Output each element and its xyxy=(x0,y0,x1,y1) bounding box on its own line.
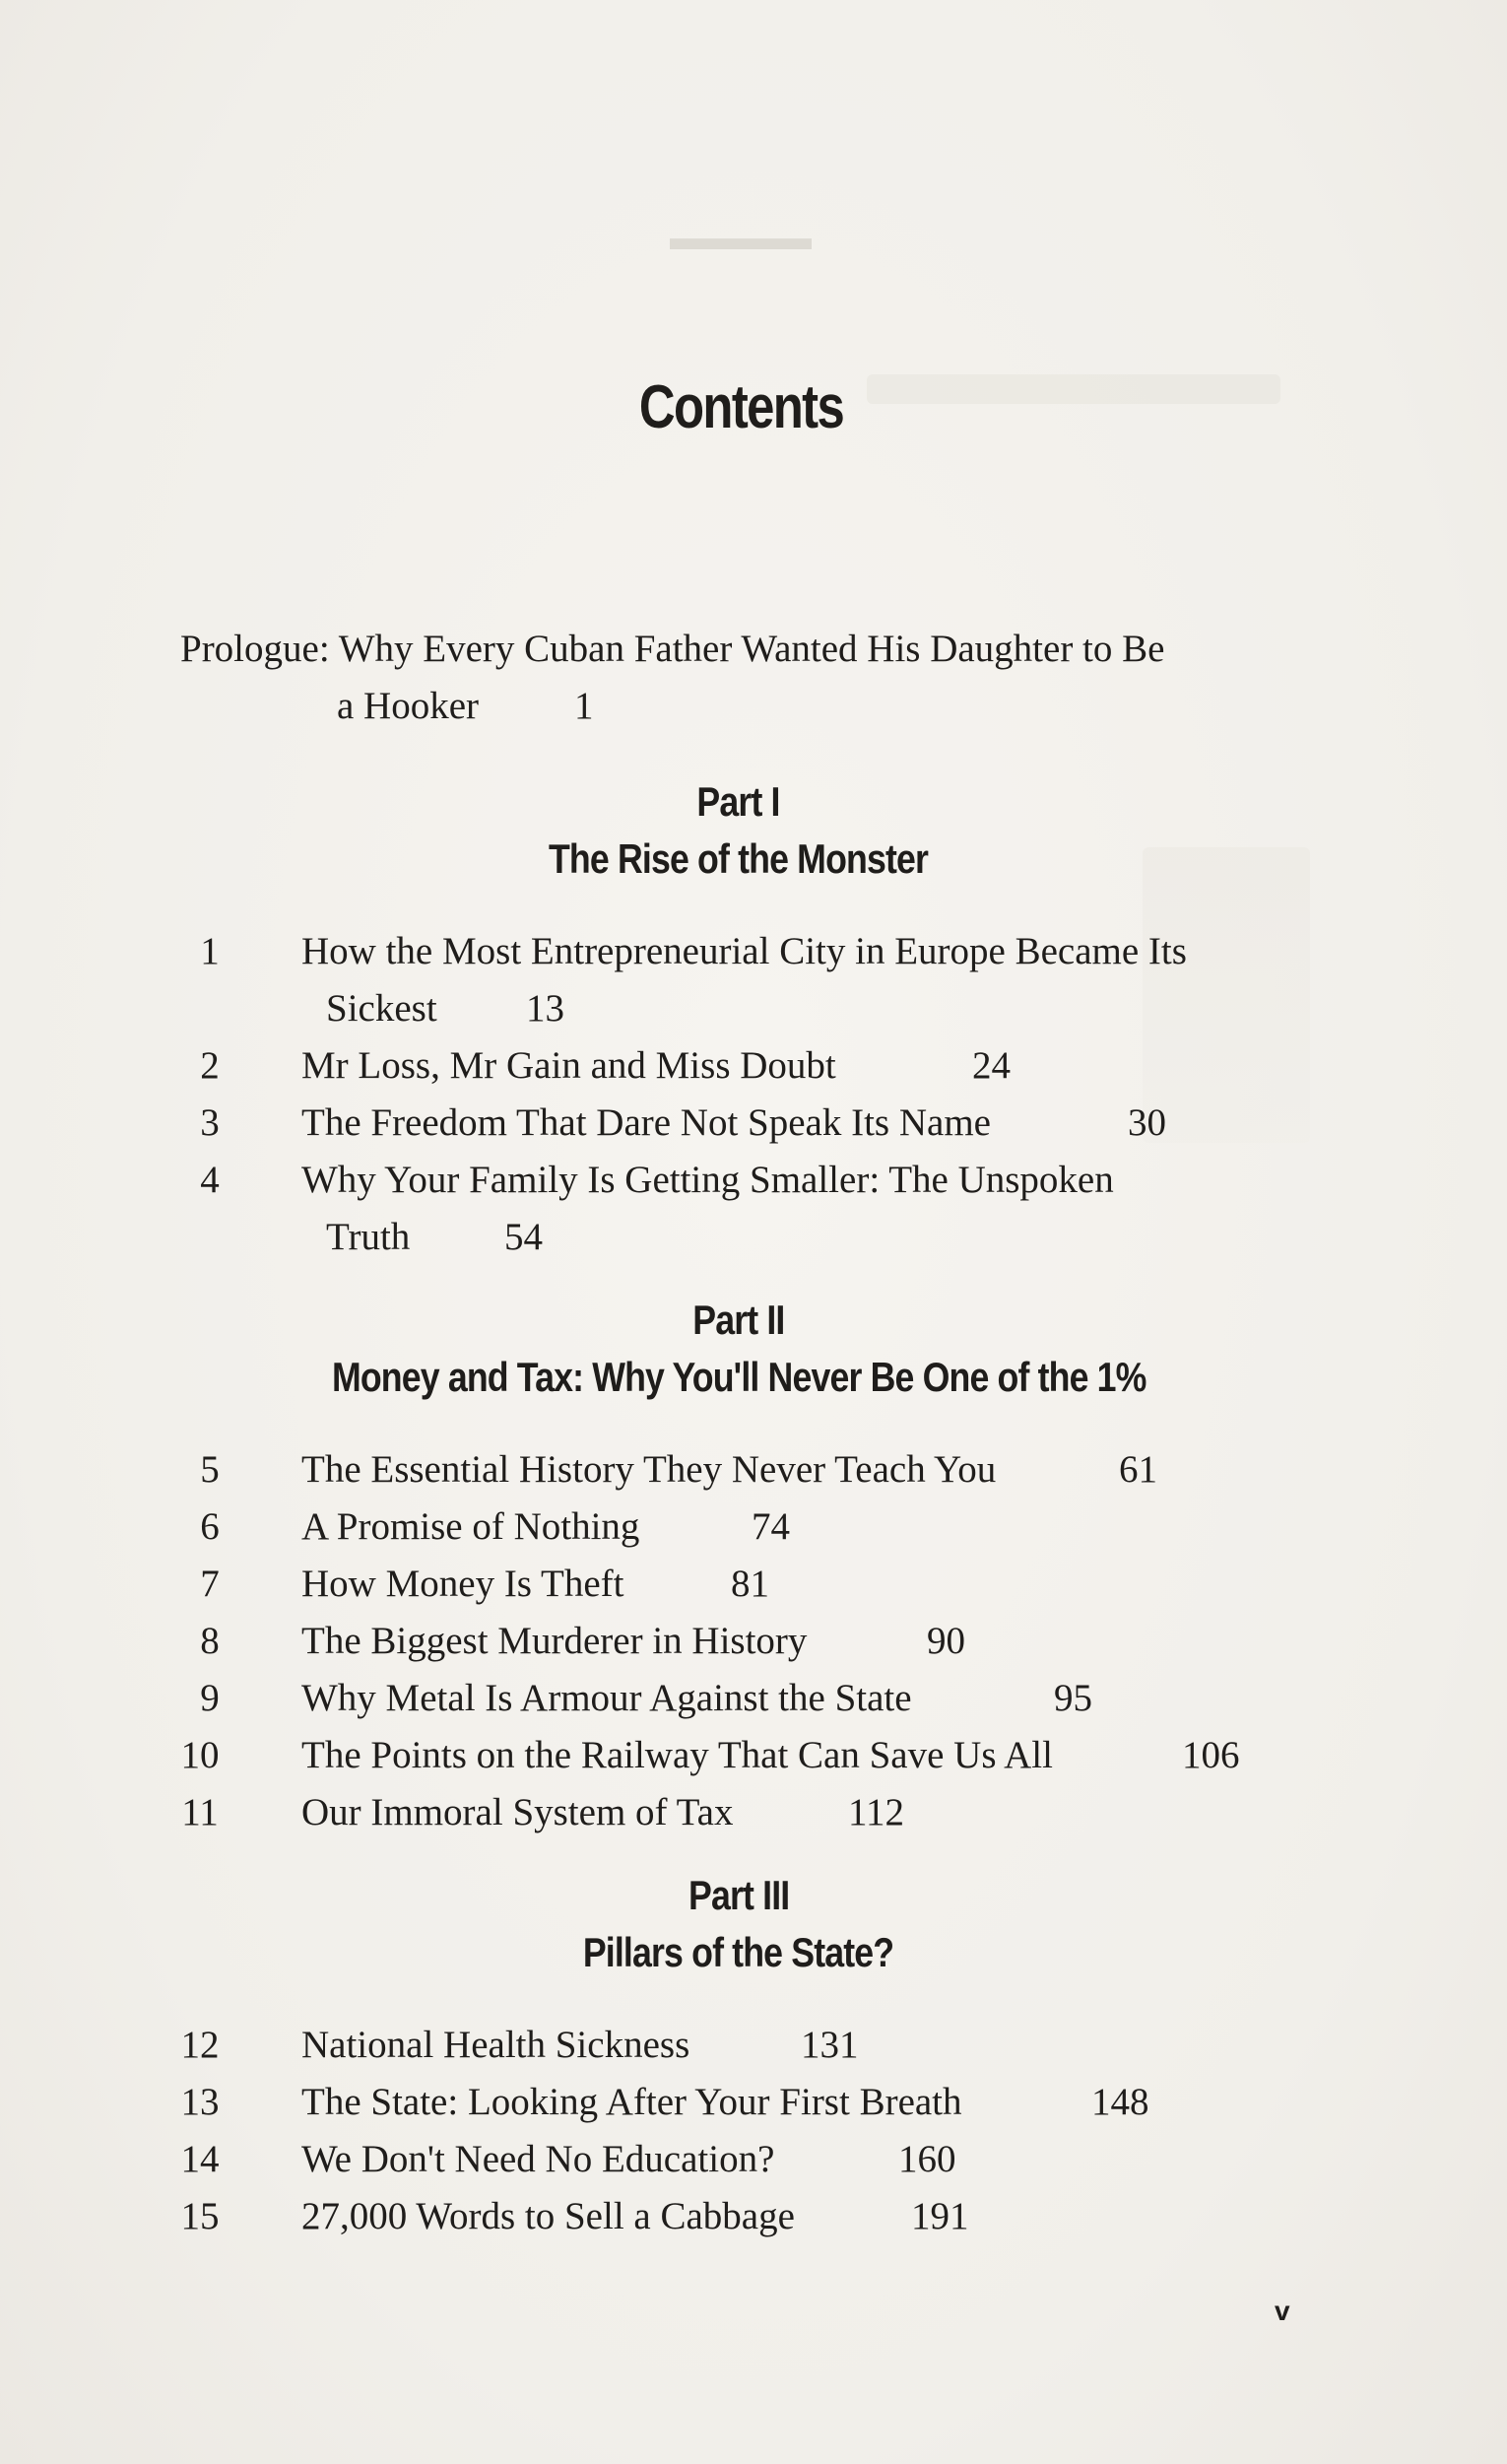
part-label: Part II xyxy=(692,1297,785,1343)
chapter-title: Why Metal Is Armour Against the State xyxy=(301,1677,912,1719)
chapter-number: 3 xyxy=(200,1101,220,1144)
chapter-title-cont: Truth xyxy=(326,1216,411,1258)
chapter-number: 15 xyxy=(180,2195,220,2237)
page-title: Contents xyxy=(638,373,844,441)
chapter-page: 191 xyxy=(911,2195,969,2237)
chapter-title-cont: Sickest xyxy=(326,987,437,1030)
chapter-page: 54 xyxy=(504,1216,543,1258)
part-label: Part III xyxy=(688,1872,790,1918)
part-title: Money and Tax: Why You'll Never Be One of the 1% xyxy=(331,1354,1147,1400)
chapter-page: 112 xyxy=(848,1791,905,1833)
chapter-page: 131 xyxy=(801,2024,859,2066)
chapter-title: The Biggest Murderer in History xyxy=(301,1620,808,1662)
chapter-number: 6 xyxy=(200,1505,220,1548)
chapter-title: We Don't Need No Education? xyxy=(301,2138,775,2180)
prologue-line1: Prologue: Why Every Cuban Father Wanted His Daughter to Be xyxy=(180,628,1165,670)
chapter-title: The Points on the Railway That Can Save Us All xyxy=(301,1734,1053,1776)
chapter-number: 9 xyxy=(200,1677,220,1719)
part-label: Part I xyxy=(696,778,781,825)
chapter-number: 5 xyxy=(200,1448,220,1491)
chapter-title: Mr Loss, Mr Gain and Miss Doubt xyxy=(301,1044,836,1087)
chapter-title: How the Most Entrepreneurial City in Europe Became Its xyxy=(301,930,1187,972)
chapter-number: 12 xyxy=(180,2024,220,2066)
chapter-number: 11 xyxy=(181,1791,219,1833)
chapter-page: 148 xyxy=(1091,2081,1149,2123)
chapter-title: National Health Sickness xyxy=(301,2024,690,2066)
chapter-page: 160 xyxy=(898,2138,956,2180)
chapter-number: 13 xyxy=(180,2081,220,2123)
chapter-number: 1 xyxy=(200,930,220,972)
prologue-page: 1 xyxy=(574,685,594,727)
chapter-page: 24 xyxy=(972,1044,1011,1087)
chapter-title: How Money Is Theft xyxy=(301,1563,624,1605)
chapter-number: 7 xyxy=(200,1563,220,1605)
chapter-page: 74 xyxy=(752,1505,790,1548)
page-number: v xyxy=(1275,2296,1290,2326)
chapter-number: 10 xyxy=(180,1734,220,1776)
chapter-title: 27,000 Words to Sell a Cabbage xyxy=(301,2195,795,2237)
chapter-title: The State: Looking After Your First Breath xyxy=(301,2081,962,2123)
part-title: The Rise of the Monster xyxy=(549,835,929,882)
chapter-page: 61 xyxy=(1119,1448,1157,1491)
chapter-title: The Essential History They Never Teach You xyxy=(301,1448,997,1491)
show-through-text xyxy=(1143,847,1310,1143)
chapter-page: 13 xyxy=(526,987,564,1030)
chapter-number: 14 xyxy=(180,2138,220,2180)
chapter-number: 4 xyxy=(200,1159,220,1201)
chapter-page: 90 xyxy=(927,1620,965,1662)
chapter-title: The Freedom That Dare Not Speak Its Name xyxy=(301,1101,991,1144)
chapter-title: A Promise of Nothing xyxy=(301,1505,640,1548)
chapter-page: 81 xyxy=(731,1563,769,1605)
chapter-title: Why Your Family Is Getting Smaller: The Unspoken xyxy=(301,1159,1114,1201)
chapter-title: Our Immoral System of Tax xyxy=(301,1791,734,1833)
chapter-number: 2 xyxy=(200,1044,220,1087)
chapter-page: 106 xyxy=(1182,1734,1240,1776)
chapter-page: 95 xyxy=(1054,1677,1092,1719)
chapter-number: 8 xyxy=(200,1620,220,1662)
part-title: Pillars of the State? xyxy=(583,1929,894,1975)
chapter-page: 30 xyxy=(1128,1101,1166,1144)
show-through-text: ▬▬▬▬ xyxy=(670,218,812,257)
prologue-line2: a Hooker xyxy=(337,685,480,727)
